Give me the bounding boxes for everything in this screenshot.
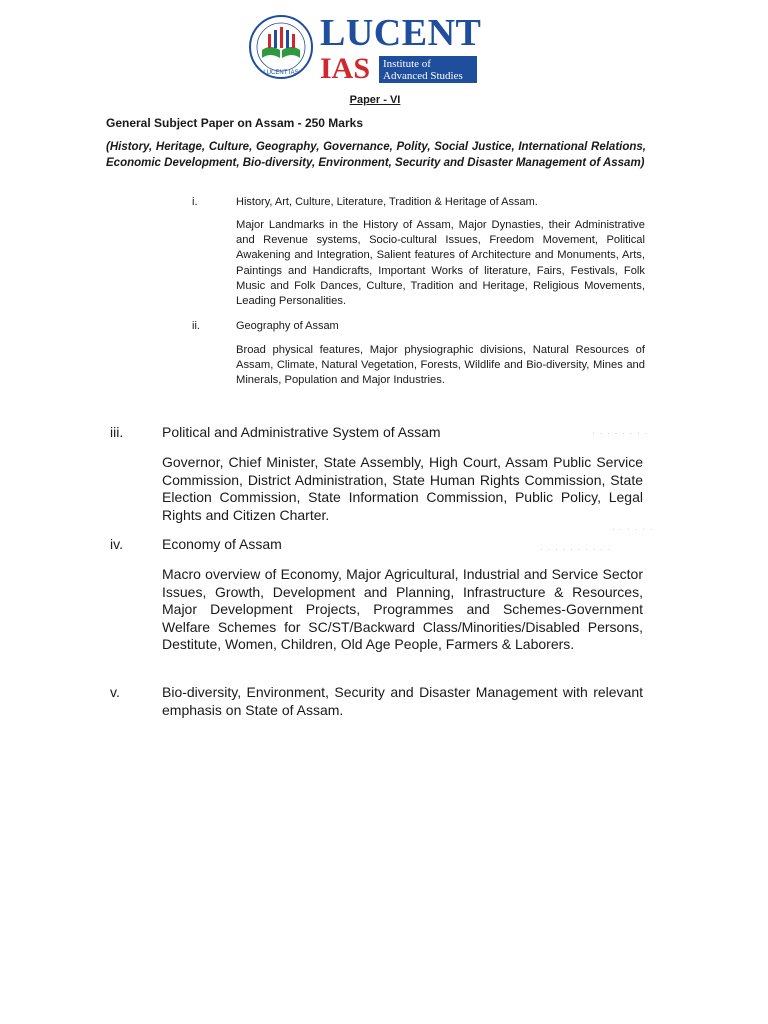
lucent-ias-logo bbox=[248, 12, 488, 85]
section-heading: Bio-diversity, Environment, Security and Disaster Management with relevant emphasis on State of Assam. bbox=[162, 684, 643, 718]
section-heading: Economy of Assam bbox=[162, 536, 282, 552]
section-number: i. bbox=[192, 196, 198, 208]
section-body: Major Landmarks in the History of Assam, Major Dynasties, their Administrative and Revenue systems, Socio-cultural Issues, Freedom Movement, Political Awakening and Integration, Salient features of Architecture and Monuments, Arts, Paintings and Handicrafts, Important Works of literature, Fairs, Festivals, Folk Music and Folk Dances, Culture, Tradition and Heritage, Religious Movements, Leading Personalities. bbox=[236, 219, 645, 308]
bleed-through-mark: · · · · · · · · · · bbox=[540, 544, 612, 554]
lucent-seal-icon bbox=[248, 14, 314, 80]
seal-text: LUCENT IAS bbox=[263, 70, 299, 76]
brand-sub: IAS bbox=[320, 52, 371, 85]
paper-number: Paper - VI bbox=[349, 94, 401, 106]
section-number: iii. bbox=[110, 424, 124, 440]
bleed-through-mark: · · · · · · · · bbox=[592, 428, 649, 438]
section-body: Broad physical features, Major physiographic divisions, Natural Resources of Assam, Climate, Natural Vegetation, Forests, Wildlife and Bio-diversity, Mines and Minerals, Population and Major Industries. bbox=[236, 344, 645, 387]
section-number: iv. bbox=[110, 536, 123, 552]
brand-name: LUCENT bbox=[320, 12, 482, 54]
section-body: Governor, Chief Minister, State Assembly, High Court, Assam Public Service Commission, District Administration, State Human Rights Commission, State Election Commission, State Information Commission, Public Policy, Legal Rights and Citizen Charter. bbox=[162, 454, 643, 523]
brand-tagline-line2: Advanced Studies bbox=[383, 70, 463, 82]
brand-tagline-box bbox=[379, 56, 477, 83]
section-heading: History, Art, Culture, Literature, Tradition & Heritage of Assam. bbox=[236, 196, 538, 208]
paper-title: General Subject Paper on Assam - 250 Marks bbox=[106, 116, 363, 130]
bleed-through-mark: · · · · · · bbox=[612, 524, 654, 534]
section-heading: Geography of Assam bbox=[236, 320, 339, 332]
brand-tagline-line1: Institute of bbox=[383, 58, 431, 70]
section-number: ii. bbox=[192, 320, 200, 332]
section-body: Macro overview of Economy, Major Agricultural, Industrial and Service Sector Issues, Growth, Development and Planning, Infrastructure & Resources, Major Development Projects, Programmes and Schemes-Government Welfare Schemes for SC/ST/Backward Class/Minorities/Disabled Persons, Destitute, Women, Children, Old Age People, Farmers & Laborers. bbox=[162, 566, 643, 653]
paper-scope: (History, Heritage, Culture, Geography, Governance, Polity, Social Justice, International Relations, Economic Development, Bio-diversity, Environment, Security and Disaster Management of Assam) bbox=[106, 141, 646, 169]
section-number: v. bbox=[110, 684, 120, 700]
section-heading: Political and Administrative System of Assam bbox=[162, 424, 441, 440]
